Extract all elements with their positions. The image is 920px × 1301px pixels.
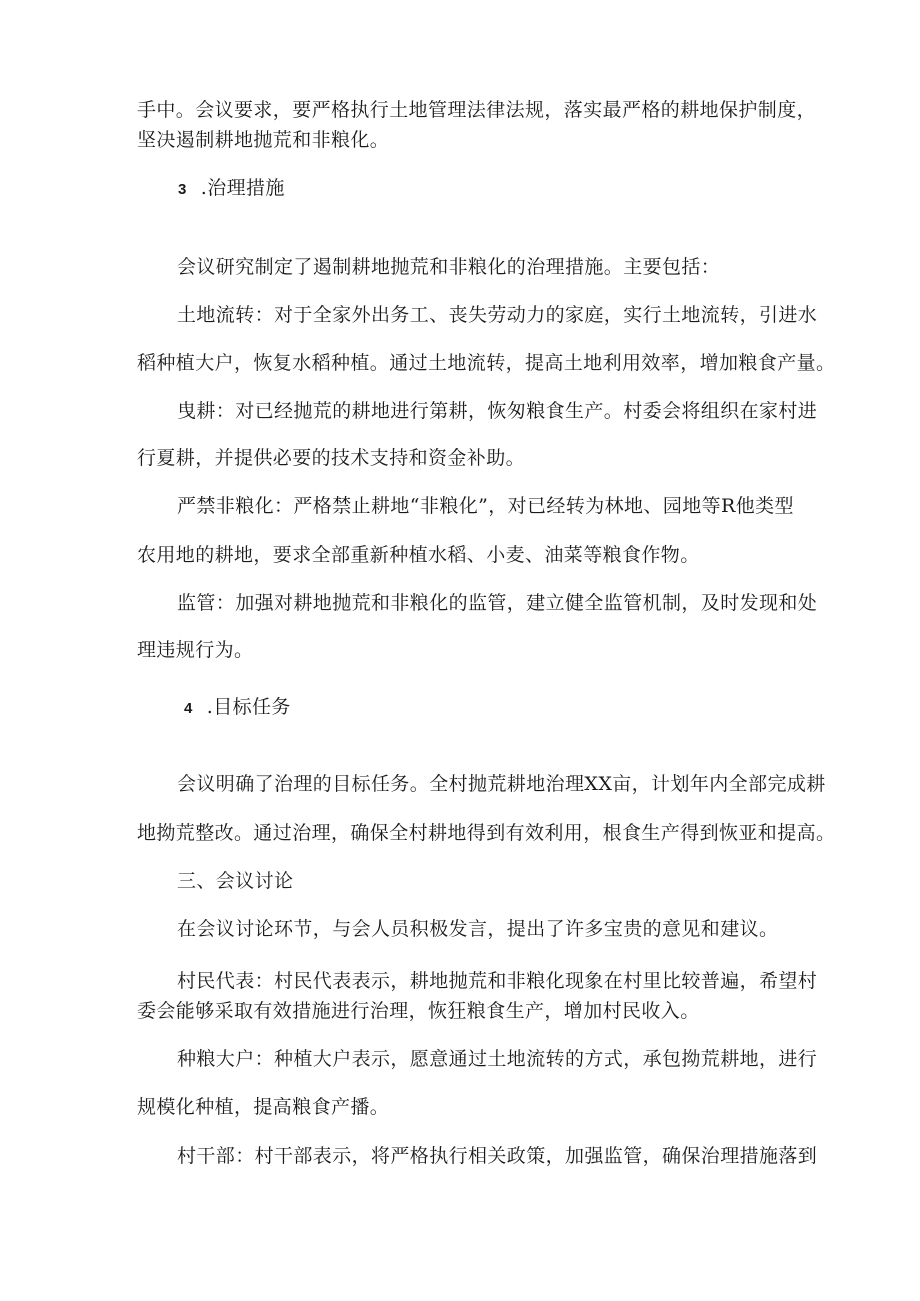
paragraph-9-line-2: 委会能够采取有效措施进行治理，恢狂粮食生产，增加村民收入。 bbox=[137, 1000, 700, 1022]
paragraph-2-line-1: 会议研究制定了遏制耕地抛荒和非粮化的治理措施。主要包括： bbox=[177, 256, 721, 278]
paragraph-4-line-2: 行夏耕，并提供必要的技术支持和资金补助。 bbox=[137, 447, 526, 469]
paragraph-4-line-1: 曳耕：对已经抛荒的耕地进行第耕，恢匆粮食生产。村委会将组织在家村进 bbox=[177, 400, 818, 422]
paragraph-8-line-1: 在会议讨论环节，与会人员积极发言，提出了许多宝贵的意见和建议。 bbox=[177, 918, 779, 940]
paragraph-3-line-1: 土地流转：对于全家外出务工、丧失劳动力的家庭，实行土地流转，引进水 bbox=[177, 304, 818, 326]
section-title-meeting-discussion: 三、会议讨论 bbox=[177, 870, 294, 892]
heading-number: 3 bbox=[178, 181, 187, 198]
paragraph-10-line-2: 规模化种植，提高粮食产播。 bbox=[137, 1096, 390, 1118]
heading-governance-measures bbox=[178, 176, 285, 202]
heading-text: .治理措施 bbox=[200, 177, 285, 199]
paragraph-5-line-1: 严禁非粮化：严格禁止耕地“非粮化”，对已经转为林地、园地等R他类型 bbox=[177, 495, 794, 517]
paragraph-7-line-2: 地拗荒整改。通过治理，确保全村耕地得到有效利用，根食生产得到恢亚和提高。 bbox=[137, 822, 836, 844]
paragraph-1-line-2: 坚决遏制耕地抛荒和非粮化。 bbox=[137, 129, 390, 151]
paragraph-10-line-1: 种粮大户：种植大户表示，愿意通过土地流转的方式，承包拗荒耕地，进行 bbox=[177, 1048, 818, 1070]
heading-number: 4 bbox=[184, 700, 193, 717]
paragraph-11-line-1: 村干部：村干部表示，将严格执行相关政策，加强监管，确保治理措施落到 bbox=[177, 1145, 818, 1167]
paragraph-6-line-2: 理违规行为。 bbox=[137, 639, 254, 661]
paragraph-1-line-1: 手中。会议要求，要严格执行土地管理法律法规，落实最严格的耕地保护制度， bbox=[137, 99, 817, 121]
paragraph-5-line-2: 农用地的耕地，要求全部重新种植水稻、小麦、油菜等粮食作物。 bbox=[137, 544, 700, 566]
paragraph-3-line-2: 稻种植大户，恢复水稻种植。通过土地流转，提高土地利用效率，增加粮食产量。 bbox=[137, 352, 836, 374]
heading-text: .目标任务 bbox=[206, 696, 291, 718]
paragraph-7-line-1: 会议明确了治理的目标任务。全村抛荒耕地治理XX亩，计划年内全部完成耕 bbox=[177, 773, 826, 795]
paragraph-6-line-1: 监管：加强对耕地抛荒和非粮化的监管，建立健全监管机制，及时发现和处 bbox=[177, 592, 818, 614]
heading-target-tasks bbox=[184, 695, 291, 721]
paragraph-9-line-1: 村民代表：村民代表表示，耕地抛荒和非粮化现象在村里比较普遍，希望村 bbox=[177, 970, 818, 992]
